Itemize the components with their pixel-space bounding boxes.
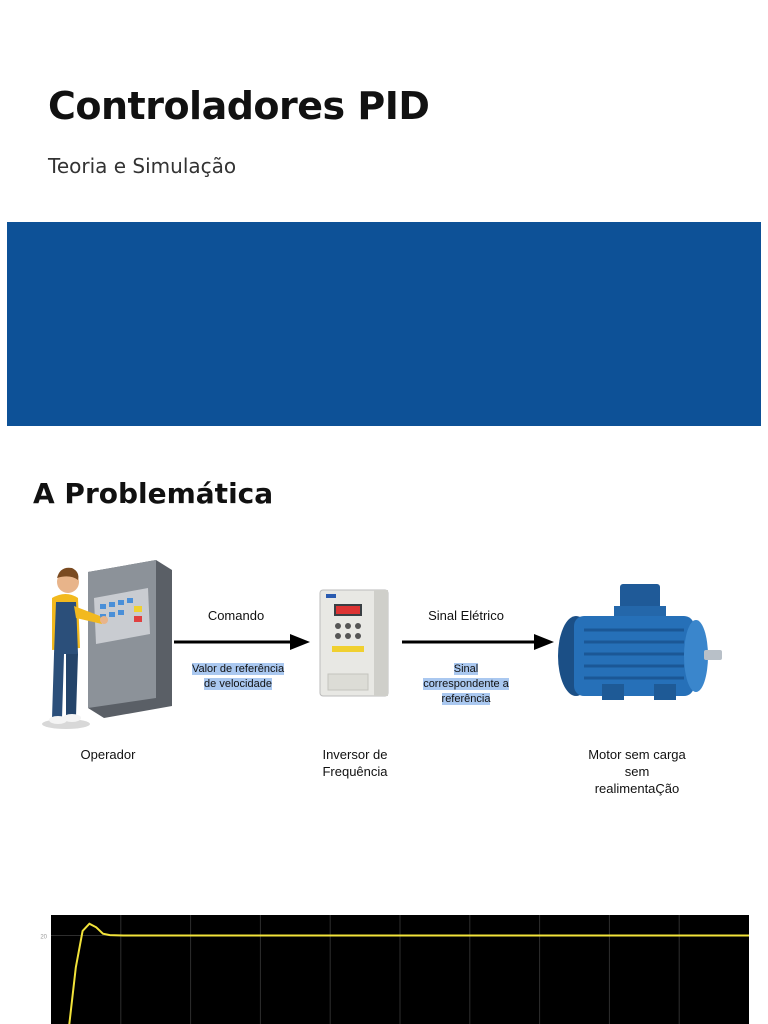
operator-icon: [38, 558, 178, 730]
control-diagram: [0, 540, 768, 820]
page-subtitle: Teoria e Simulação: [48, 154, 237, 178]
command-label: Comando: [207, 608, 265, 623]
signal-note-line: correspondente a: [423, 678, 509, 690]
signal-note-line: Sinal: [453, 663, 479, 675]
command-arrow: [174, 634, 314, 650]
page-title: Controladores PID: [48, 84, 430, 128]
inverter-caption-line: Inversor de: [322, 747, 388, 762]
inverter-caption: [300, 746, 410, 780]
inverter-caption-line: Frequência: [322, 764, 388, 779]
chart-y-tick-label: 20: [40, 934, 47, 941]
section-title: A Problemática: [33, 477, 274, 510]
motor-caption: [572, 746, 702, 797]
reference-value-line: Valor de referência: [191, 663, 285, 675]
electric-motor-icon: [554, 580, 726, 706]
motor-caption-line: Motor sem carga: [588, 747, 686, 762]
reference-value-line: de velocidade: [204, 678, 272, 690]
electric-signal-label: Sinal Elétrico: [428, 608, 504, 623]
operator-caption-line: Operador: [80, 747, 136, 762]
motor-caption-line: sem: [624, 764, 650, 779]
signal-note: [410, 662, 522, 707]
electric-signal-arrow: [402, 634, 558, 650]
title-banner: [7, 222, 761, 426]
signal-note-line: referência: [441, 693, 491, 705]
step-response-chart: [0, 905, 768, 1024]
frequency-inverter-icon: [316, 588, 396, 700]
reference-value-note: [180, 662, 296, 692]
motor-caption-line: realimentaÇão: [594, 781, 680, 796]
operator-caption: [58, 746, 158, 763]
